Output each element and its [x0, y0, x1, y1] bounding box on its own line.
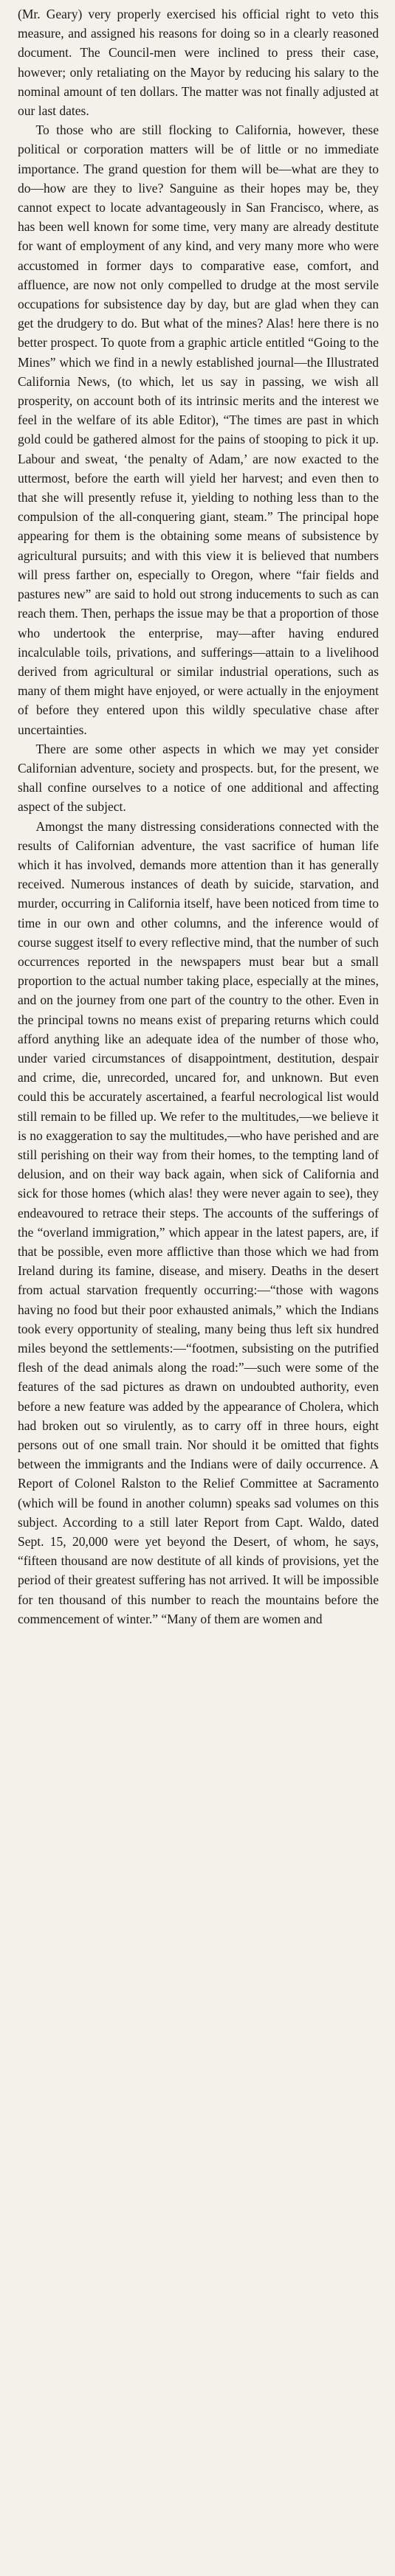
article-paragraph-4: Amongst the many distressing considerations connected with the results of Californian adventure, the vast sacrifice of human life which it has involved, demands more attention than it has generally received. Numerous instances of death by suicide, starvation, and murder, occurring in California itself, have been noticed from time to time in our own and other columns, and the inference would of course suggest itself to every reflective mind, that the number of such occurrences reported in the newspapers must bear but a small proportion to the actual number taking place, especially at the mines, and on the journey from one part of the country to the other. Even in the principal towns no means exist of preparing returns which could afford anything like an adequate idea of the number of those who, under varied circumstances of disappointment, destitution, despair and crime, die, unrecorded, uncared for, and unknown. But even could this be accurately ascertained, a fearful necrological list would still remain to be filled up. We refer to the multitudes,—we believe it is no exaggeration to say the multitudes,—who have perished and are still perishing on their way from their homes, to the tempting land of delusion, and on their way back again, when sick of California and sick for those homes (which alas! they were never again to see), they endeavoured to retrace their steps. The accounts of the sufferings of the “overland immigration,” which appear in the latest papers, are, if that be possible, even more afflictive than those which we had from Ireland during its famine, disease, and misery. Deaths in the desert from actual starvation frequently occurring:—“those with wagons having no food but their poor exhausted animals,” which the Indians took every opportunity of stealing, many being thus left six hundred miles beyond the settlements:—“footmen, subsisting on the putrified flesh of the dead animals along the road:”—such were some of the features of the sad pictures as drawn on undoubted authority, even before a new feature was added by the appearance of Cholera, which had broken out so virulently, as to carry off in three hours, eight persons out of one small train. Nor should it be omitted that fights between the immigrants and the Indians were of daily occurrence. A Report of Colonel Ralston to the Relief Committee at Sacramento (which will be found in another column) speaks sad volumes on this subject. According to a still later Report from Capt. Waldo, dated Sept. 15, 20,000 were yet beyond the Desert, of whom, he says, “fifteen thousand are now destitute of all kinds of provisions, yet the period of their greatest suffering has not arrived. It will be impossible for ten thousand of this number to reach the mountains before the commencement of winter.” “Many of them are women and [18, 818, 379, 1626]
article-paragraph-1: (Mr. Geary) very properly exercised his official right to veto this measure, and assigned his reasons for doing so in a clearly reasoned document. The Council-men were inclined to press their case, however; only retaliating on the Mayor by reducing his salary to the nominal amount of ten dollars. The matter was not finally adjusted at our last dates. [18, 7, 379, 119]
article-paragraph-3: There are some other aspects in which we may yet consider Californian adventure, society and prospects. but, for the present, we shall confine ourselves to a notice of one additional and affecting aspect of the subject. [18, 741, 379, 815]
article-paragraph-2: To those who are still flocking to California, however, these political or corporation matters will be of little or no immediate importance. The grand question for them will be—what are they to do—how are they to live? Sanguine as their hopes may be, they cannot expect to locate advantageously in San Francisco, where, as has been well known for some time, very many are already destitute for want of employment of any kind, and very many more who were accustomed in former days to comparative ease, comfort, and affluence, are now not only compelled to drudge at the most servile occupations for subsistence day by day, but are glad when they can get the drudgery to do. But what of the mines? Alas! here there is no better prospect. To quote from a graphic article entitled “Going to the Mines” which we find in a newly established journal—the Illustrated California News, (to which, let us say in passing, we wish all prosperity, on account both of its intrinsic merits and the interest we feel in the welfare of its able Editor), “The times are past in which gold could be gathered almost for the pains of stooping to pick it up. Labour and sweat, ‘the penalty of Adam,’ are now exacted to the uttermost, before the earth will yield her harvest; and even then to that she will presently refuse it, yielding to nothing less than to the compulsion of the all-conquering giant, steam.” The principal hope appearing for them is the obtaining some means of subsistence by agricultural pursuits; and with this view it is believed that numbers will press farther on, especially to Oregon, where “fair fields and pastures new” are said to hold out strong inducements to such as can reach them. Then, perhaps the issue may be that a proportion of those who undertook the enterprise, may—after having endured incalculable toils, privations, and sufferings—attain to a livelihood derived from agricultural or similar industrial operations, such as many of them might have enjoyed, or were actually in the enjoyment of before they entered upon this wildly speculative chase after uncertainties. [18, 122, 379, 737]
